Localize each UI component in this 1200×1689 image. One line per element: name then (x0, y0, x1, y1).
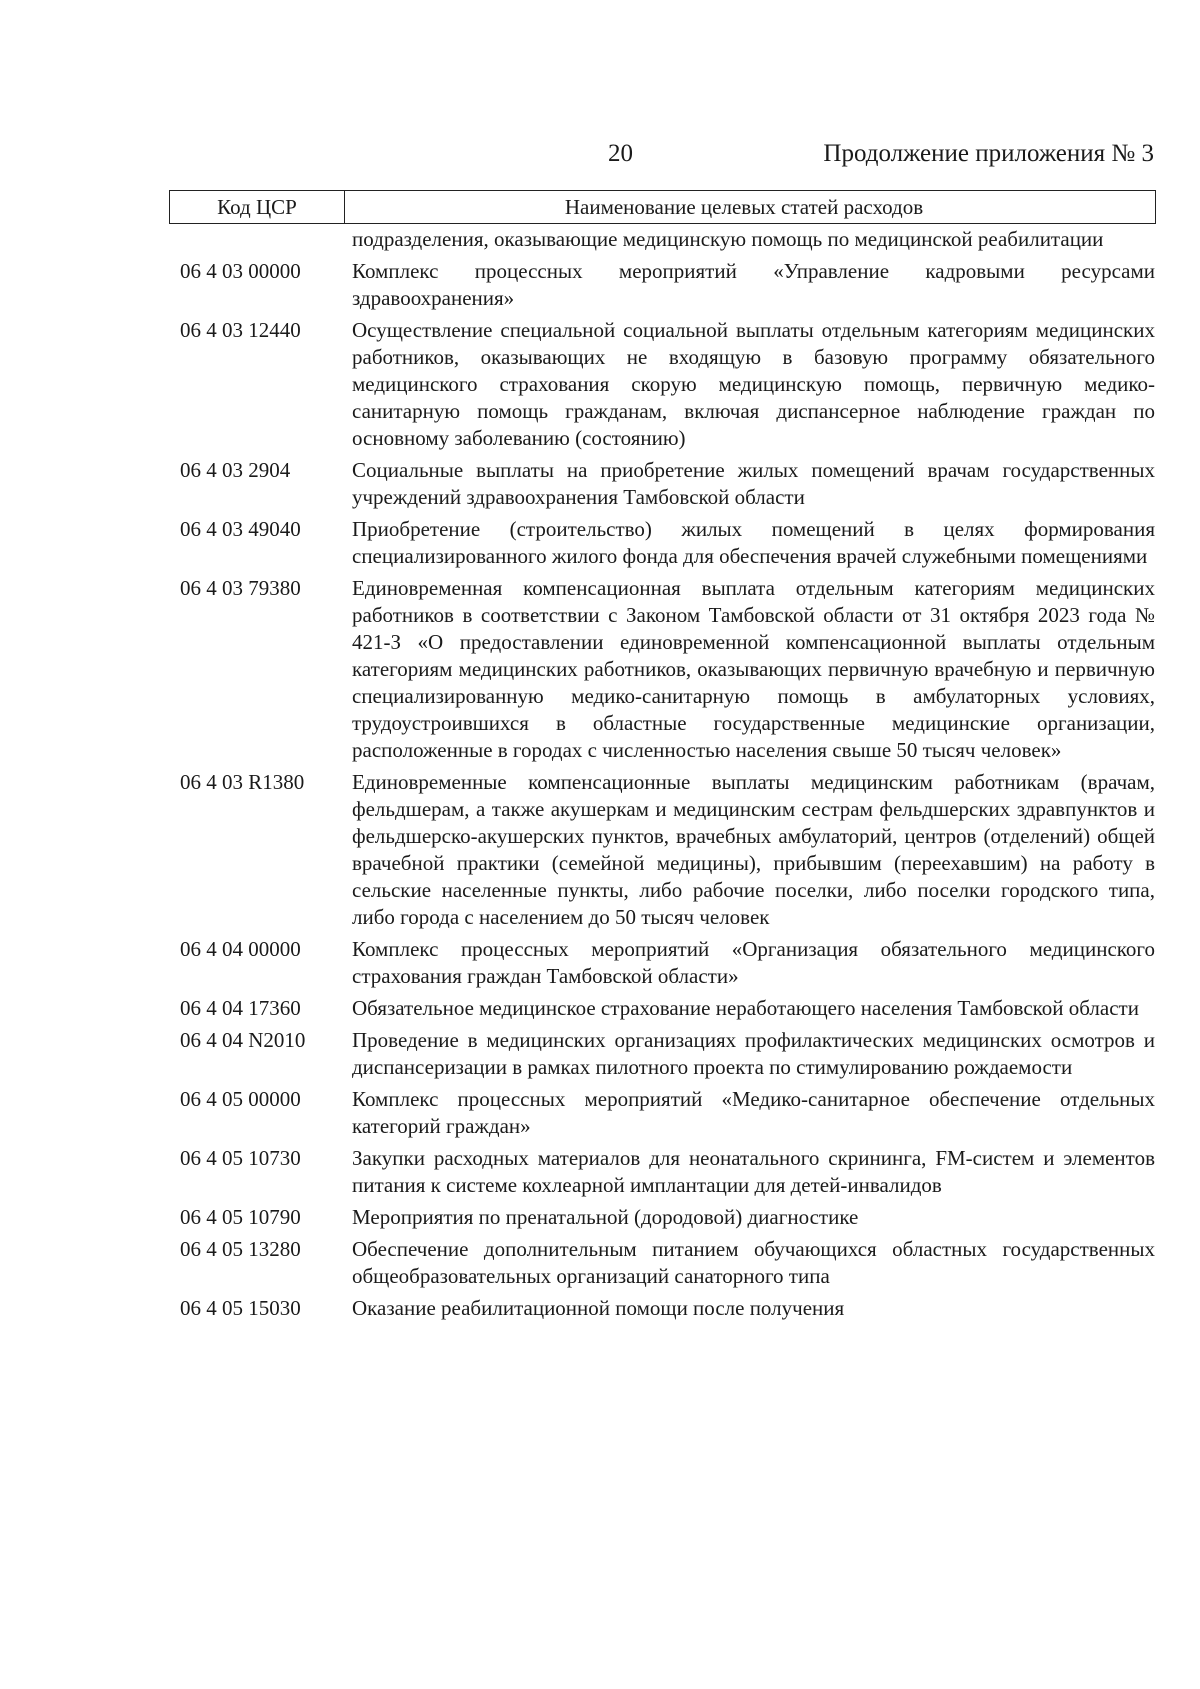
table-row (180, 1204, 1155, 1231)
page-header (0, 140, 1200, 174)
row-code: 06 4 05 10730 (180, 1146, 301, 1170)
row-name: Осуществление специальной социальной выплаты отдельным категориям медицинских работников, оказывающих не входящую в базовую программу обязательного медицинского страхования скорую медицинскую помощь, первичную медико-санитарную помощь гражданам, включая диспансерное наблюдение граждан по основному заболеванию (состоянию) (352, 318, 1155, 450)
row-name: Комплекс процессных мероприятий «Организация обязательного медицинского страхования граждан Тамбовской области» (352, 937, 1155, 988)
table-row (180, 258, 1155, 312)
row-name: Приобретение (строительство) жилых помещений в целях формирования специализированного жилого фонда для обеспечения врачей служебными помещениями (352, 517, 1155, 568)
row-code: 06 4 03 79380 (180, 576, 301, 600)
row-code: 06 4 03 00000 (180, 259, 301, 283)
row-name: Комплекс процессных мероприятий «Медико-санитарное обеспечение отдельных категорий граждан» (352, 1087, 1155, 1138)
row-name: Мероприятия по пренатальной (дородовой) диагностике (352, 1205, 859, 1229)
row-code: 06 4 03 49040 (180, 517, 301, 541)
row-code: 06 4 03 R1380 (180, 770, 305, 794)
row-code: 06 4 04 N2010 (180, 1028, 306, 1052)
table-row (180, 1236, 1155, 1290)
page-number: 20 (608, 140, 633, 167)
row-code: 06 4 05 15030 (180, 1296, 301, 1320)
table-row (180, 575, 1155, 764)
row-code: 06 4 04 00000 (180, 937, 301, 961)
column-header-name: Наименование целевых статей расходов (564, 194, 924, 219)
table-body (180, 226, 1155, 1327)
table-row (180, 936, 1155, 990)
row-code: 06 4 03 2904 (180, 458, 291, 482)
row-name: Обязательное медицинское страхование неработающего населения Тамбовской области (352, 996, 1139, 1020)
table-row (180, 1145, 1155, 1199)
table-row (180, 317, 1155, 452)
table-row (180, 457, 1155, 511)
column-header-code: Код ЦСР (170, 191, 345, 223)
row-code: 06 4 03 12440 (180, 318, 301, 342)
row-name: Комплекс процессных мероприятий «Управление кадровыми ресурсами здравоохранения» (352, 259, 1155, 310)
row-name: Закупки расходных материалов для неонатального скрининга, FM-систем и элементов питания к системе кохлеарной имплантации для детей-инвалидов (352, 1146, 1155, 1197)
row-name: Социальные выплаты на приобретение жилых помещений врачам государственных учреждений здравоохранения Тамбовской области (352, 458, 1155, 509)
row-code: 06 4 04 17360 (180, 996, 301, 1020)
table-row (180, 995, 1155, 1022)
row-code: 06 4 05 10790 (180, 1205, 301, 1229)
row-name: Единовременные компенсационные выплаты медицинским работникам (врачам, фельдшерам, а также акушеркам и медицинским сестрам фельдшерских здравпунктов и фельдшерско-акушерских пунктов, врачебных амбулаторий, центров (отделений) общей врачебной практики (семейной медицины), прибывшим (переехавшим) на работу в сельские населенные пункты, либо рабочие поселки, либо поселки городского типа, либо города с населением до 50 тысяч человек (352, 770, 1155, 929)
row-name: Единовременная компенсационная выплата отдельным категориям медицинских работников в соответствии с Законом Тамбовской области от 31 октября 2023 года № 421-З «О предоставлении единовременной компенсационной выплаты отдельным категориям медицинских работников, оказывающих первичную врачебную и первичную специализированную медико-санитарную помощь в амбулаторных условиях, трудоустроившихся в областные государственные медицинские организации, расположенные в городах с численностью населения свыше 50 тысяч человек» (352, 576, 1155, 762)
row-name: Оказание реабилитационной помощи после получения (352, 1296, 845, 1320)
row-code: 06 4 05 00000 (180, 1087, 301, 1111)
row-name: Обеспечение дополнительным питанием обучающихся областных государственных общеобразовательных организаций санаторного типа (352, 1237, 1155, 1288)
table-row (180, 516, 1155, 570)
table-row (180, 1086, 1155, 1140)
table-header (169, 190, 1156, 224)
table-row (180, 769, 1155, 931)
table-row (180, 1027, 1155, 1081)
row-code: 06 4 05 13280 (180, 1237, 301, 1261)
appendix-continuation-label: Продолжение приложения № 3 (823, 140, 1154, 167)
table-row (180, 1295, 1155, 1322)
table-rows (180, 258, 1155, 1322)
table-row-continuation (180, 226, 1155, 253)
row-name-continuation: подразделения, оказывающие медицинскую помощь по медицинской реабилитации (352, 227, 1104, 251)
row-name: Проведение в медицинских организациях профилактических медицинских осмотров и диспансеризации в рамках пилотного проекта по стимулированию рождаемости (352, 1028, 1155, 1079)
